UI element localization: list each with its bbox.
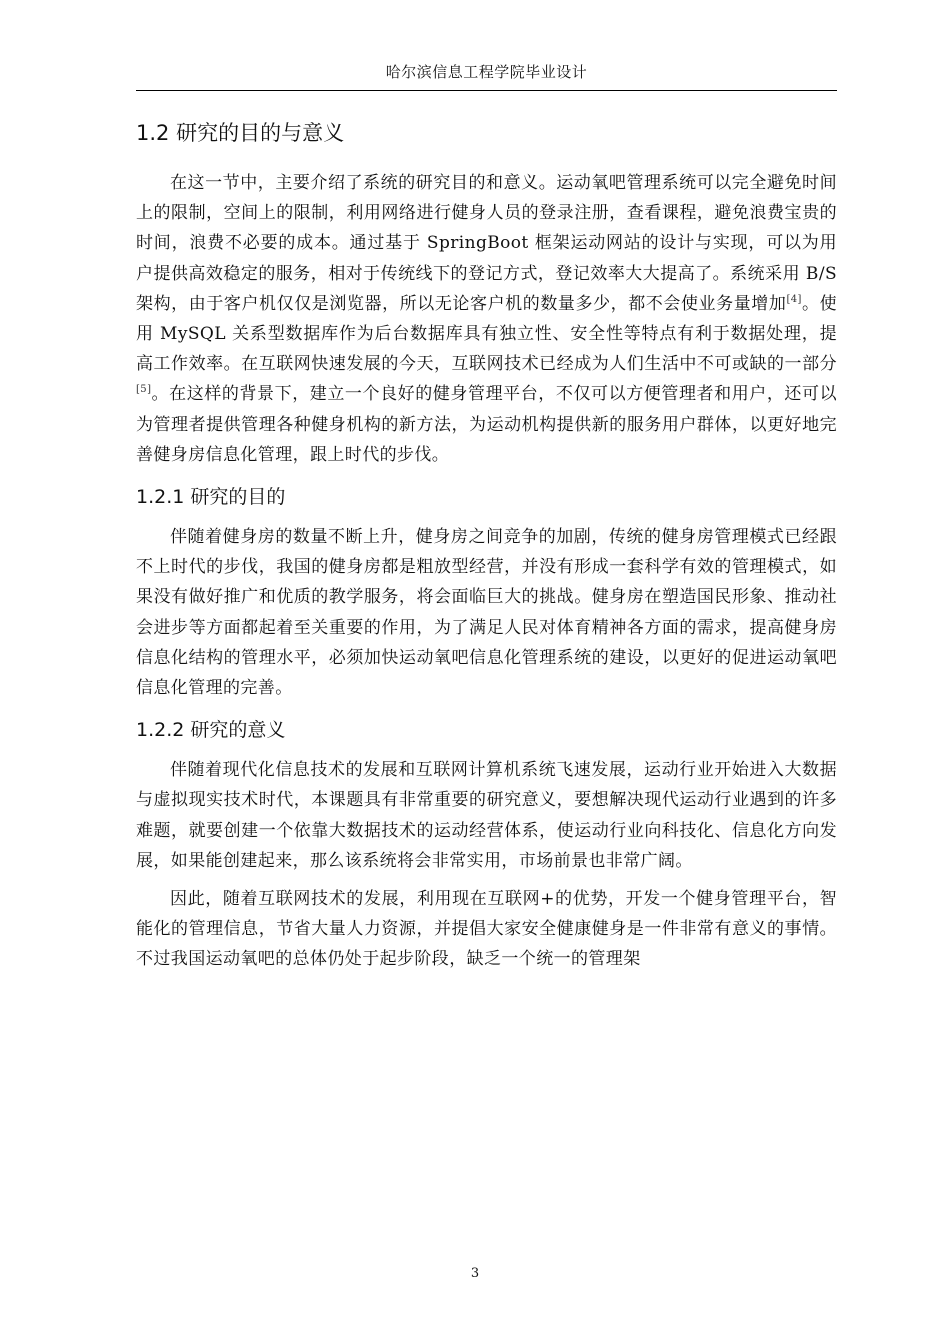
significance-paragraph-1: 伴随着现代化信息技术的发展和互联网计算机系统飞速发展，运动行业开始进入大数据与虚拟现实技术时代，本课题具有非常重要的研究意义，要想解决现代运动行业遇到的许多难题，就要创建一个依靠大数据技术的运动经营体系，使运动行业向科技化、信息化方向发展，如果能创建起来，那么该系统将会非常实用，市场前景也非常广阔。 <box>136 760 837 871</box>
section-heading: 1.2 研究的目的与意义 <box>136 121 345 145</box>
paragraph-text: 在这一节中，主要介绍了系统的研究目的和意义。运动氧吧管理系统可以完全避免时间上的限制，空间上的限制，利用网络进行健身人员的登录注册，查看课程，避免浪费宝贵的时间，浪费不必要的成本。通过基于 SpringBoot 框架运动网站的设计与实现，可以为用户提供高效稳定的服务，相对于传统线下的登记方式，登记效率大大提高了。系统采用 B/S 架构，由于客户机仅仅是浏览器，所以无论客户机的数量多少，都不会使业务量增加 <box>136 173 837 314</box>
citation-ref: [5] <box>136 384 152 396</box>
page-body <box>136 112 837 983</box>
subsection-heading-significance: 1.2.2 研究的意义 <box>136 719 286 742</box>
subsection-heading-purpose: 1.2.1 研究的目的 <box>136 486 286 509</box>
page-header <box>136 62 837 91</box>
citation-ref: [4] <box>786 293 802 305</box>
paragraph-text: 。使用 MySQL 关系型数据库作为后台数据库具有独立性、安全性等特点有利于数据处理，提高工作效率。在互联网快速发展的今天，互联网技术已经成为人们生活中不可或缺的一部分 <box>136 293 837 375</box>
purpose-paragraph: 伴随着健身房的数量不断上升，健身房之间竞争的加剧，传统的健身房管理模式已经跟不上时代的步伐，我国的健身房都是粗放型经营，并没有形成一套科学有效的管理模式，如果没有做好推广和优质的教学服务，将会面临巨大的挑战。健身房在塑造国民形象、推动社会进步等方面都起着至关重要的作用，为了满足人民对体育精神各方面的需求，提高健身房信息化结构的管理水平，必须加快运动氧吧信息化管理系统的建设，以更好的促进运动氧吧信息化管理的完善。 <box>136 527 837 699</box>
paragraph-text: 。在这样的背景下，建立一个良好的健身管理平台，不仅可以方便管理者和用户，还可以为管理者提供管理各种健身机构的新方法，为运动机构提供新的服务用户群体，以更好地完善健身房信息化管理，跟上时代的步伐。 <box>136 384 837 465</box>
section-paragraph <box>136 168 837 470</box>
significance-paragraph-2: 因此，随着互联网技术的发展，利用现在互联网+的优势，开发一个健身管理平台，智能化的管理信息，节省大量人力资源，并提倡大家安全健康健身是一件非常有意义的事情。不过我国运动氧吧的总体仍处于起步阶段，缺乏一个统一的管理架 <box>136 889 837 970</box>
page-number: 3 <box>470 1266 480 1281</box>
header-title: 哈尔滨信息工程学院毕业设计 <box>385 63 588 81</box>
